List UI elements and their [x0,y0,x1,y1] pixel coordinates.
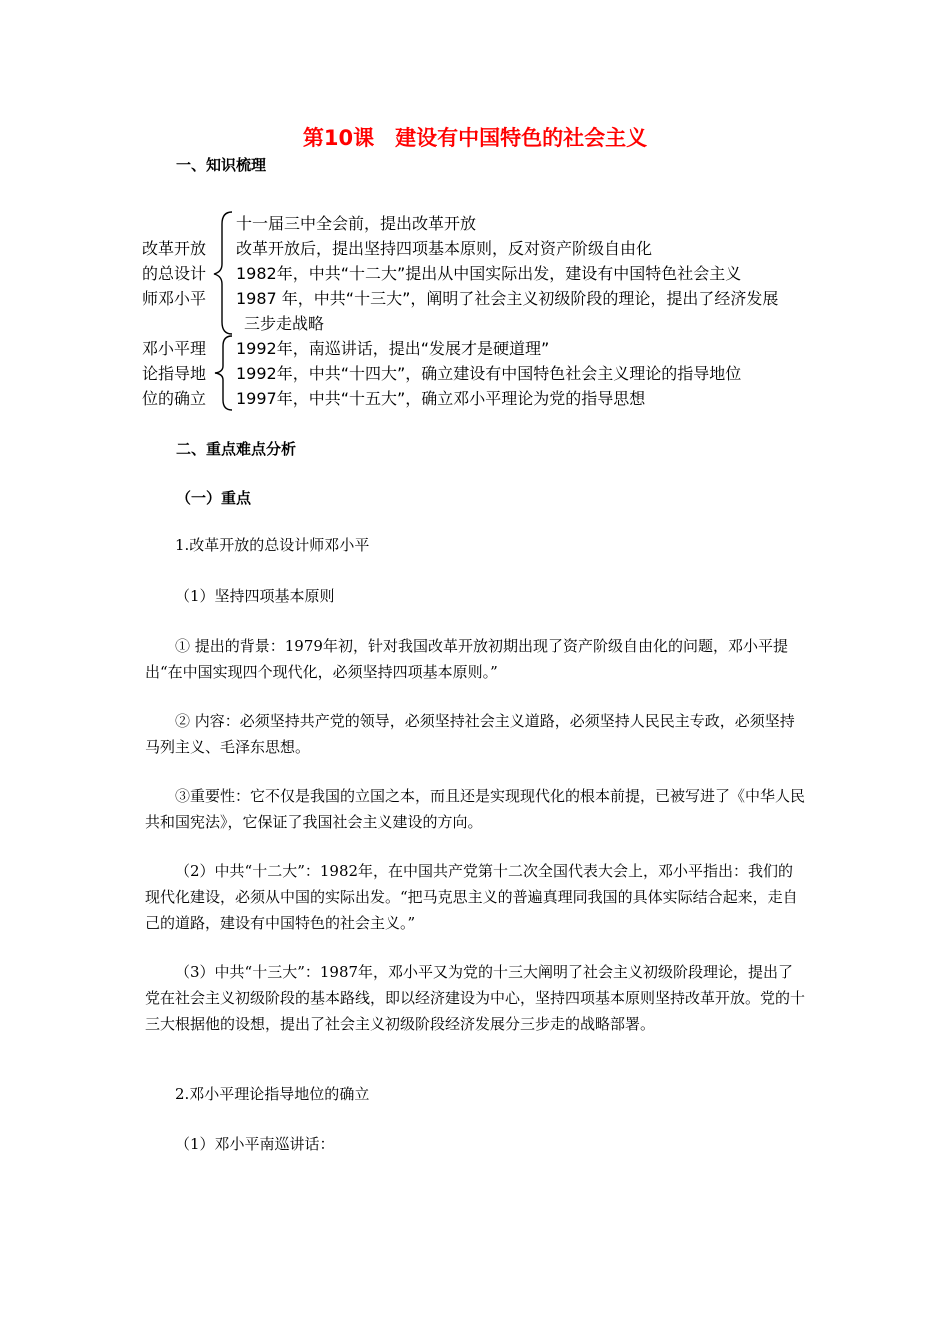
outline-item: 1982年，中共“十二大”提出从中国实际出发，建设有中国特色社会主义 [236,264,742,283]
paragraph: ① 提出的背景：1979年初，针对我国改革开放初期出现了资产阶级自由化的问题，邓小平提出“在中国实现四个现代化，必须坚持四项基本原则。” [145,637,788,681]
paragraph-heading: （1）坚持四项基本原则 [175,587,335,605]
paragraph-heading: 1.改革开放的总设计师邓小平 [175,536,370,554]
paragraph: ② 内容：必须坚持共产党的领导，必须坚持社会主义道路，必须坚持人民民主专政，必须坚持马列主义、毛泽东思想。 [145,712,795,756]
outline-item: 改革开放后，提出坚持四项基本原则，反对资产阶级自由化 [236,239,653,258]
outline-item: 1992年，南巡讲话，提出“发展才是硬道理” [236,339,550,358]
group-label-line: 改革开放 [142,239,207,258]
paragraph-heading: 2.邓小平理论指导地位的确立 [175,1085,370,1103]
outline-item: 1997年，中共“十五大”，确立邓小平理论为党的指导思想 [236,389,646,408]
outline-item: 1992年，中共“十四大”，确立建设有中国特色社会主义理论的指导地位 [236,364,742,383]
outline-item: 十一届三中全会前，提出改革开放 [236,214,477,233]
group-label-line: 论指导地 [142,364,207,383]
paragraph: ③重要性：它不仅是我国的立国之本，而且还是实现现代化的根本前提，已被写进了《中华人民共和国宪法》，它保证了我国社会主义建设的方向。 [145,787,806,831]
paragraph: （3）中共“十三大”：1987年，邓小平又为党的十三大阐明了社会主义初级阶段理论，提出了党在社会主义初级阶段的基本路线，即以经济建设为中心，坚持四项基本原则坚持改革开放。党的十三大根据他的设想，提出了社会主义初级阶段经济发展分三步走的战略部署。 [145,963,806,1033]
page-title: 第10课 建设有中国特色的社会主义 [302,126,648,150]
paragraph: （2）中共“十二大”：1982年，在中国共产党第十二次全国代表大会上，邓小平指出：我们的现代化建设，必须从中国的实际出发。“把马克思主义的普遍真理同我国的具体实际结合起来，走自己的道路，建设有中国特色的社会主义。” [145,862,798,932]
subsection-heading-key-points: （一）重点 [176,489,252,507]
section-heading-knowledge: 一、知识梳理 [176,156,267,174]
section-heading-analysis: 二、重点难点分析 [176,440,297,458]
group-label-line: 的总设计 [142,264,207,283]
paragraph-heading: （1）邓小平南巡讲话： [175,1135,335,1153]
outline-item: 1987 年，中共“十三大”，阐明了社会主义初级阶段的理论，提出了经济发展 [236,289,779,308]
group-label-line: 位的确立 [142,389,207,408]
outline-item: 三步走战略 [244,314,325,333]
left-brace-icon [210,334,236,412]
group-label-line: 邓小平理 [142,339,207,358]
group-label-line: 师邓小平 [142,289,207,308]
left-brace-icon [210,210,236,336]
